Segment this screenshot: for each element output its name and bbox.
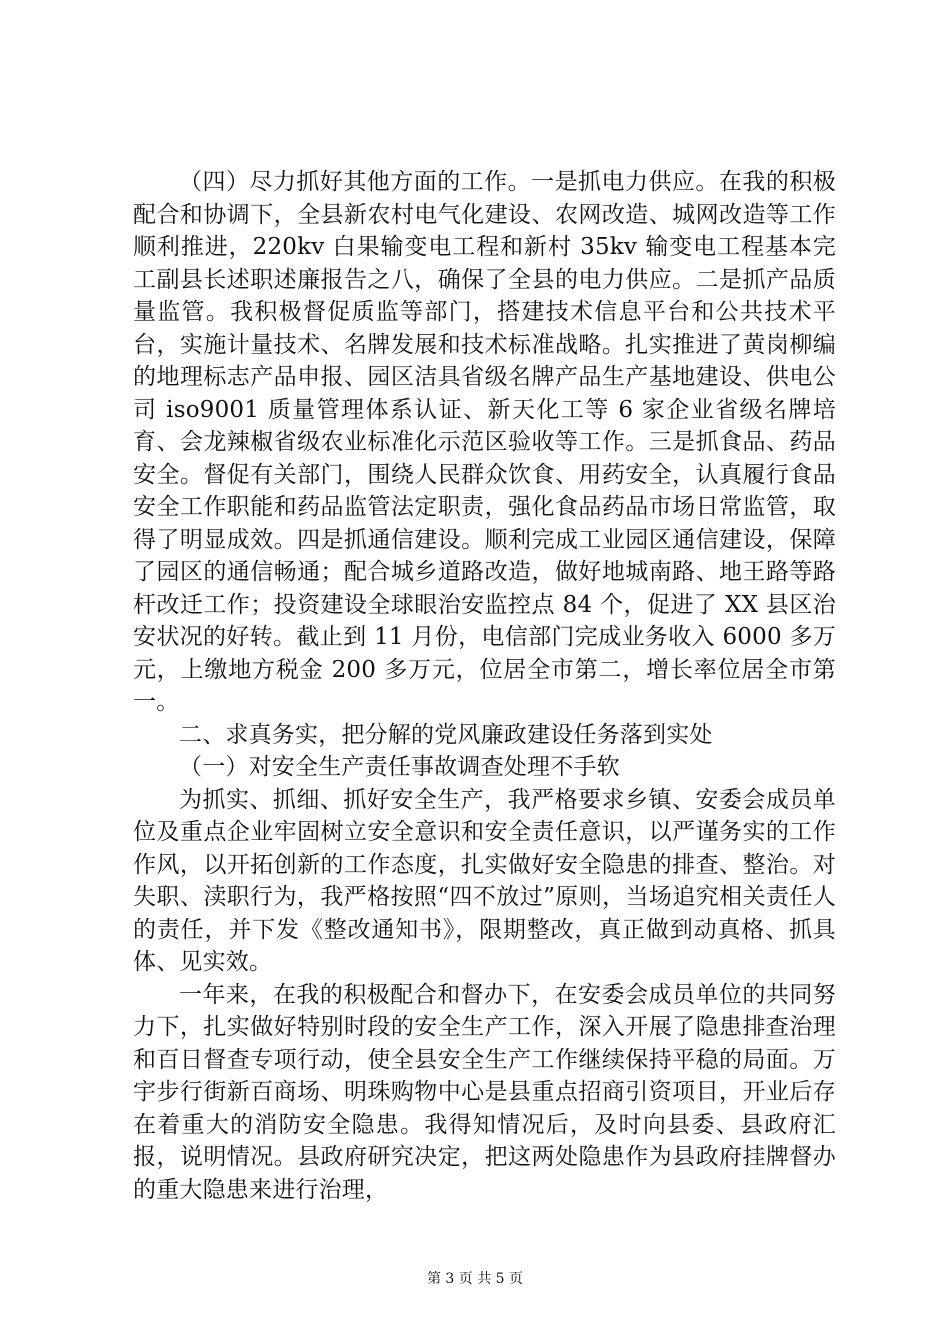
document-body xyxy=(133,166,836,1206)
section-heading-2: 二、求真务实，把分解的党风廉政建设任务落到实处 xyxy=(179,721,713,748)
page-footer: 第 3 页 共 5 页 xyxy=(426,1271,524,1287)
paragraph-safety-requirements: 为抓实、抓细、抓好安全生产，我严格要求乡镇、安委会成员单位及重点企业牢固树立安全意识和安全责任意识，以严谨务实的工作作风，以开拓创新的工作态度，扎实做好安全隐患的排查、整治。对失职、渎职行为，我严格按照“四不放过”原则，当场追究相关责任人的责任，并下发《整改通知书》，限期整改，真正做到动真格、抓具体、见实效。 xyxy=(133,786,836,975)
paragraph-power-supply: （四）尽力抓好其他方面的工作。一是抓电力供应。在我的积极配合和协调下，全县新农村电气化建设、农网改造、城网改造等工作顺利推进，220kv 白果输变电工程和新村 35kv 输变电工程基本完工副县长述职述廉报告之八，确保了全县的电力供应。二是抓产品质量监管。我积极督促质监等部门，搭建技术信息平台和公共技术平台，实施计量技术、名牌发展和技术标准战略。扎实推进了黄岗柳编的地理标志产品申报、园区洁具省级名牌产品生产基地建设、供电公司 iso9001 质量管理体系认证、新天化工等 6 家企业省级名牌培育、会龙辣椒省级农业标准化示范区验收等工作。三是抓食品、药品安全。督促有关部门，围绕人民群众饮食、用药安全，认真履行食品安全工作职能和药品监管法定职责，强化食品药品市场日常监管，取得了明显成效。四是抓通信建设。顺利完成工业园区通信建设，保障了园区的通信畅通；配合城乡道路改造，做好地城南路、地王路等路杆改迁工作；投资建设全球眼治安监控点 84 个，促进了 XX 县区治安状况的好转。截止到 11 月份，电信部门完成业务收入 6000 多万元，上缴地方税金 200 多万元，位居全市第二，增长率位居全市第一。 xyxy=(133,169,836,715)
subsection-heading-1: （一）对安全生产责任事故调查处理不手软 xyxy=(179,754,620,780)
paragraph-year-review: 一年来，在我的积极配合和督办下，在安委会成员单位的共同努力下，扎实做好特别时段的安全生产工作，深入开展了隐患排查治理和百日督查专项行动，使全县安全生产工作继续保持平稳的局面。万宇步行街新百商场、明珠购物中心是县重点招商引资项目，开业后存在着重大的消防安全隐患。我得知情况后，及时向县委、县政府汇报，说明情况。县政府研究决定，把这两处隐患作为县政府挂牌督办的重大隐患来进行治理， xyxy=(133,981,836,1203)
